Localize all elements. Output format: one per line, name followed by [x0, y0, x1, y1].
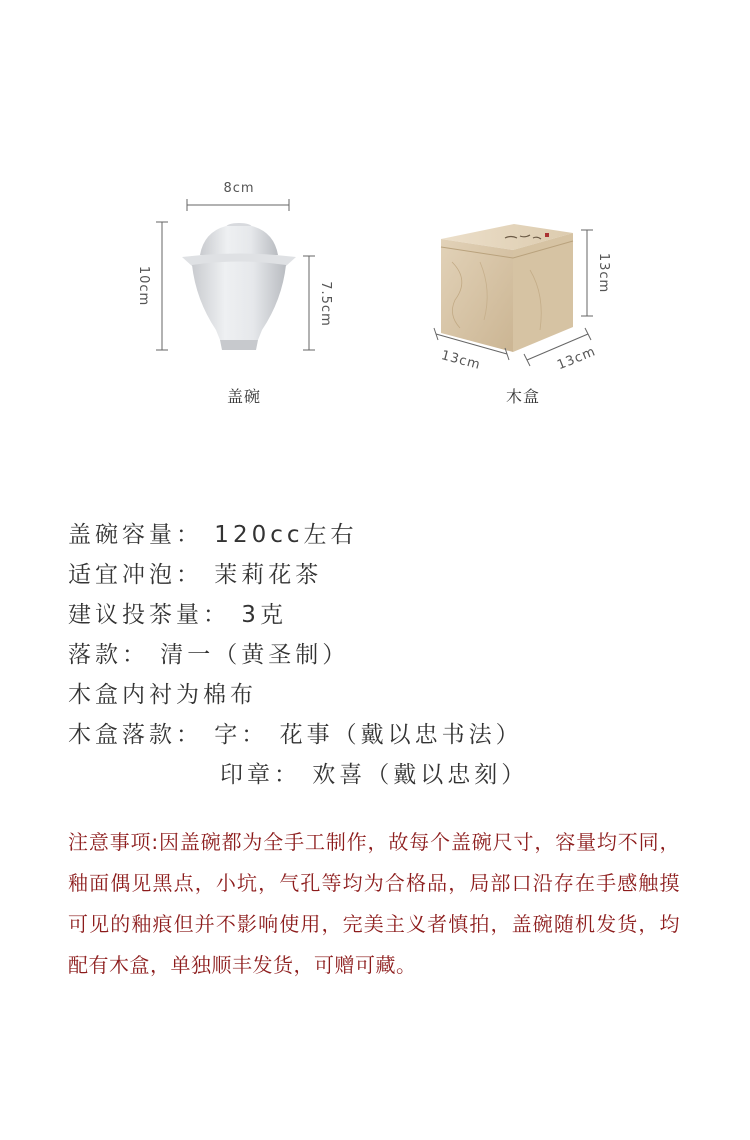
care-notice: 注意事项:因盖碗都为全手工制作，故每个盖碗尺寸，容量均不同，釉面偶见黑点，小坑，气孔等均为合格品，局部口沿存在手感触摸可见的釉痕但并不影响使用，完美主义者慎拍，盖碗随机发货，均配有木盒，单独顺丰发货，可赠可藏。 [68, 830, 680, 977]
gaiwan-width-label: 8cm [223, 181, 255, 196]
gaiwan-height-dimension [136, 222, 168, 350]
spec-box-lining: 木盒内衬为棉布 [68, 682, 257, 708]
box-caption: 木盒 [505, 387, 540, 406]
gaiwan-cup-height-dimension [303, 256, 333, 350]
box-height-dimension [581, 230, 611, 316]
spec-suitable-tea: 适宜冲泡： 茉莉花茶 [68, 562, 323, 588]
specs-list [68, 515, 528, 795]
gaiwan-height-label: 10cm [136, 265, 151, 307]
spec-capacity: 盖碗容量： 120cc左右 [68, 522, 358, 548]
spec-tea-amount: 建议投茶量： 3克 [68, 602, 287, 628]
gaiwan-image [182, 223, 296, 350]
gaiwan-width-dimension [187, 181, 289, 211]
spec-inscription: 落款： 清一（黄圣制） [68, 642, 350, 668]
spec-box-inscription: 木盒落款： 字： 花事（戴以忠书法） [68, 722, 523, 748]
box-side-label: 13cm [555, 344, 599, 374]
spec-box-seal: 印章： 欢喜（戴以忠刻） [220, 762, 529, 788]
box-height-label: 13cm [596, 252, 611, 294]
gaiwan-caption: 盖碗 [226, 387, 261, 406]
gaiwan-cup-height-label: 7.5cm [318, 281, 333, 327]
wooden-box-image [441, 224, 573, 352]
box-front-label: 13cm [439, 348, 483, 374]
product-illustration [0, 0, 750, 420]
